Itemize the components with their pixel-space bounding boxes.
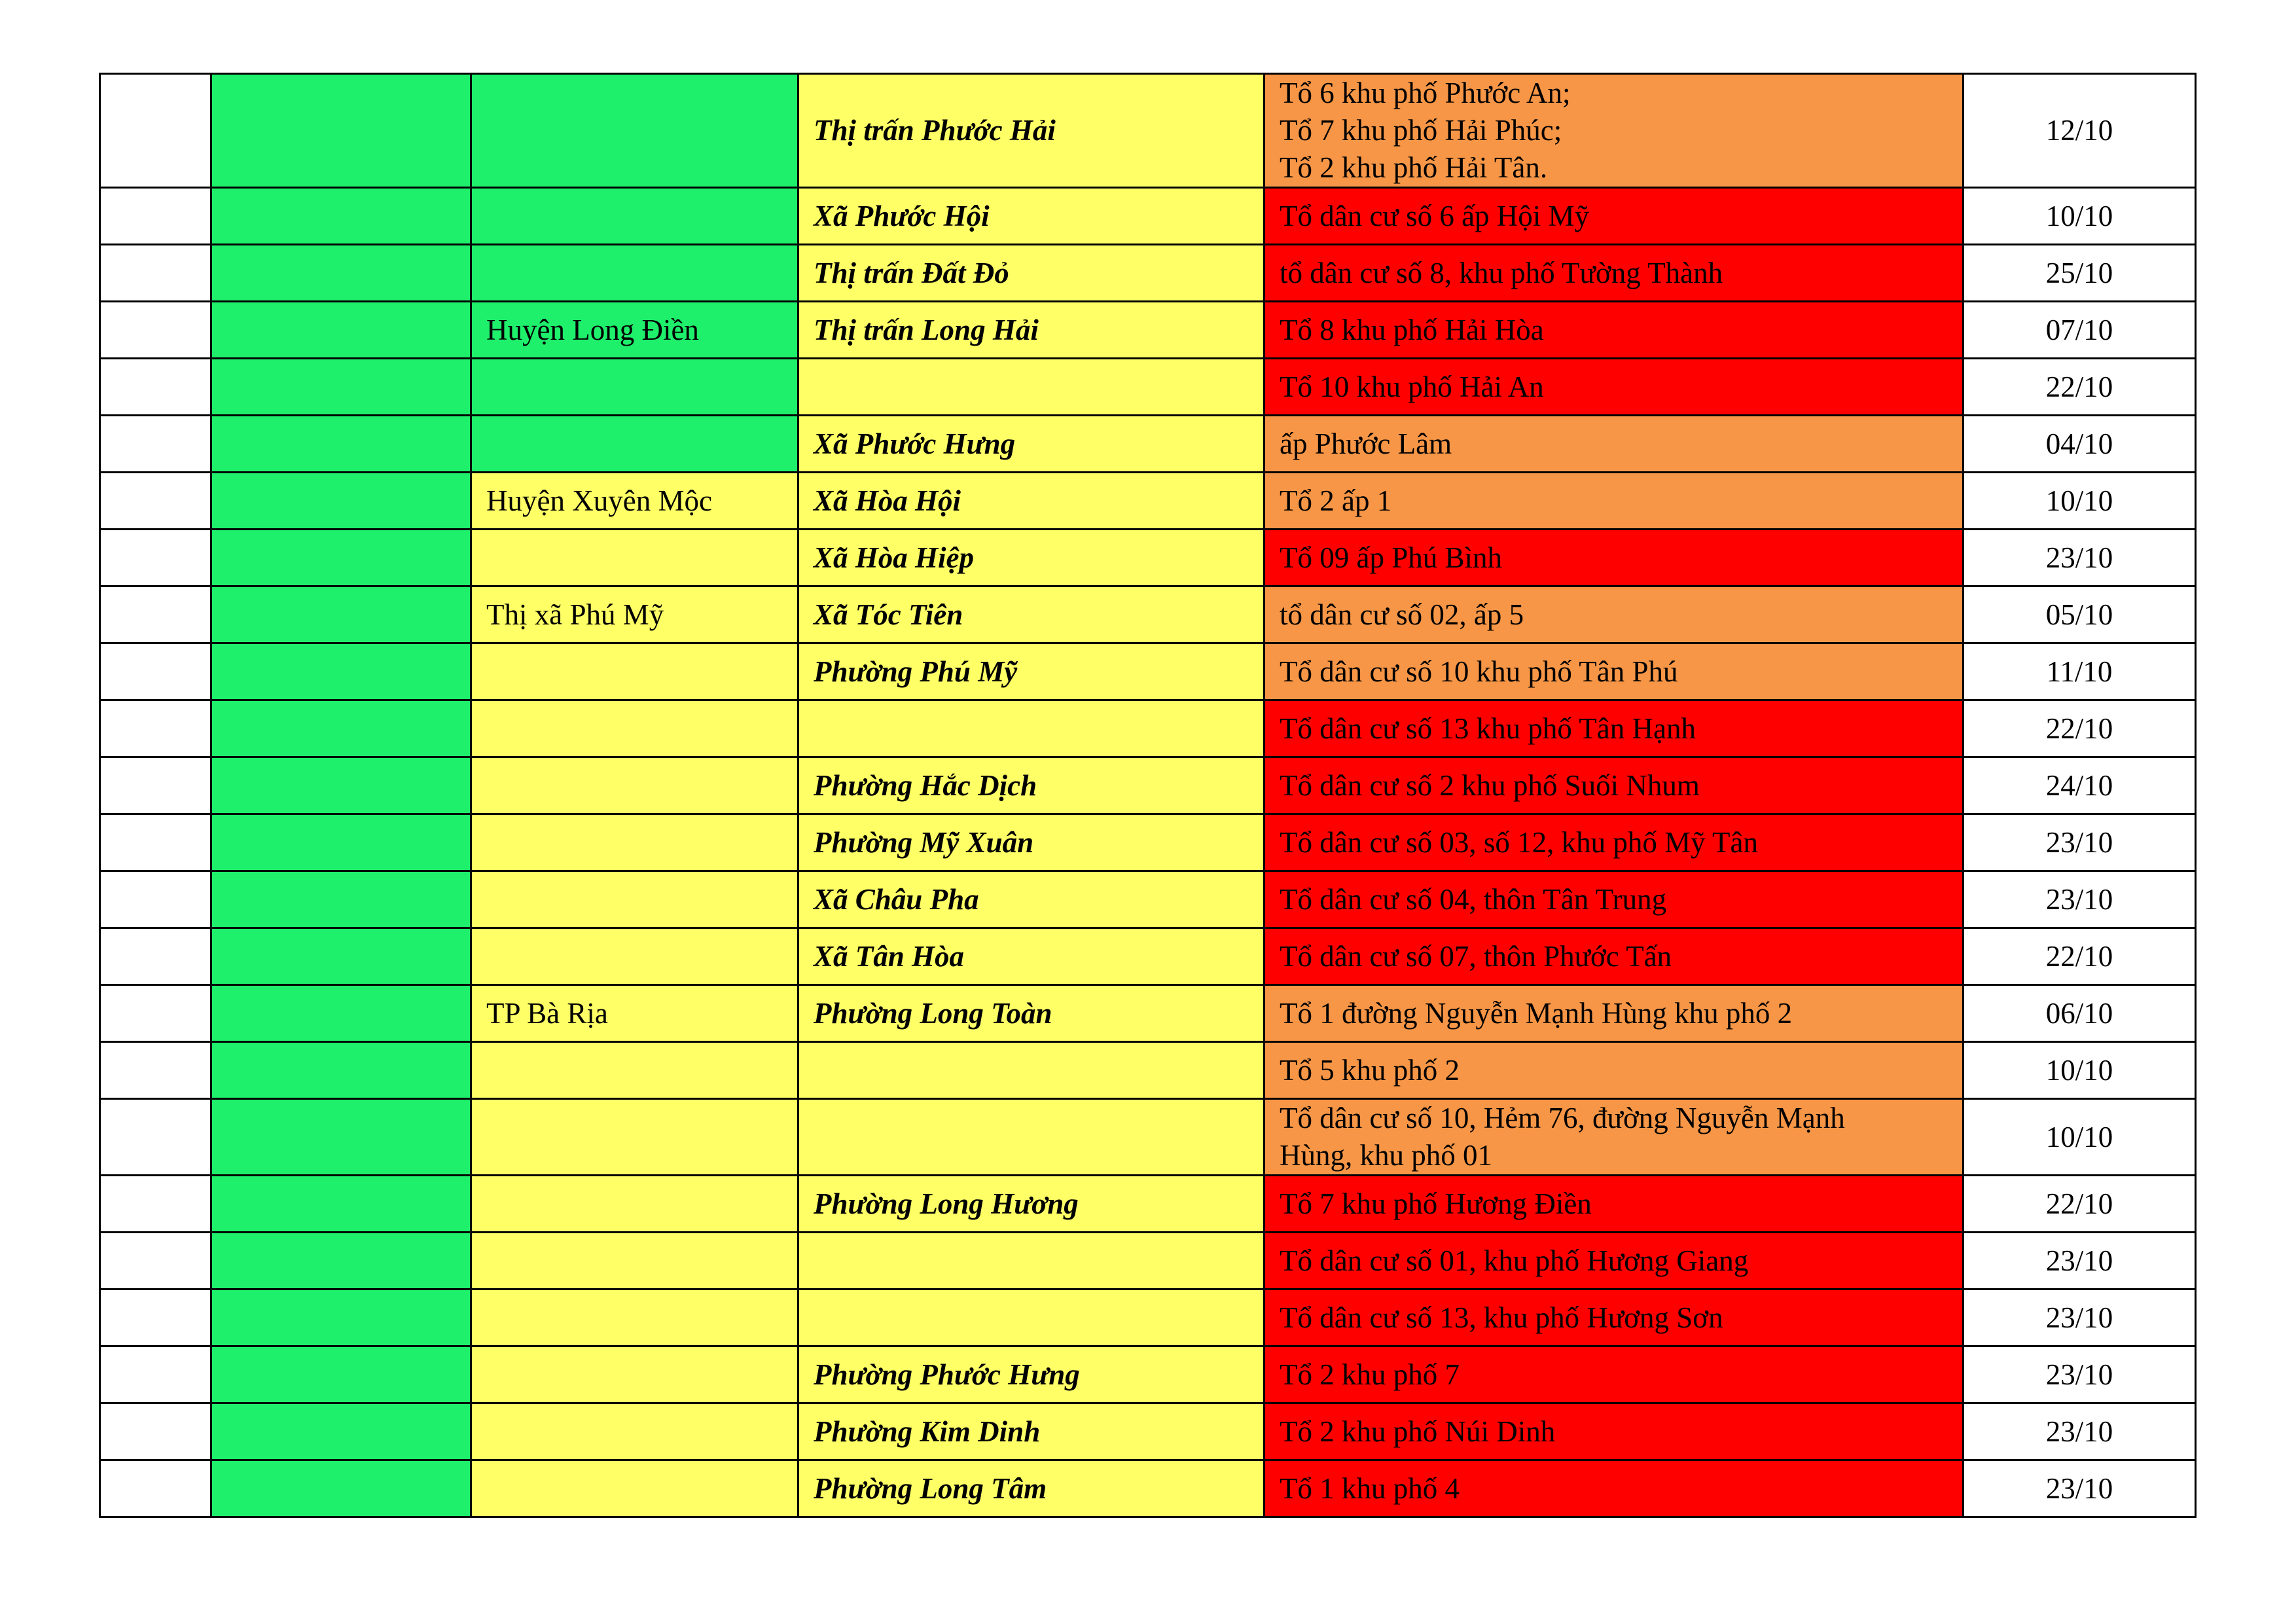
index-cell: [100, 188, 211, 245]
commune-cell: Phường Mỹ Xuân: [798, 814, 1265, 871]
status-cell: [211, 1099, 471, 1176]
district-cell: [471, 188, 798, 245]
commune-cell: Xã Hòa Hiệp: [798, 530, 1265, 586]
location-cell: Tổ 2 khu phố Núi Dinh: [1265, 1403, 1964, 1460]
location-cell: Tổ 5 khu phố 2: [1265, 1042, 1964, 1099]
status-cell: [211, 643, 471, 700]
district-cell: [471, 74, 798, 188]
table-row: [100, 757, 2196, 814]
index-cell: [100, 1460, 211, 1517]
table-row: [100, 1099, 2196, 1176]
district-cell: [471, 1290, 798, 1346]
district-cell: [471, 700, 798, 757]
index-cell: [100, 1099, 211, 1176]
status-cell: [211, 188, 471, 245]
commune-cell: [798, 1233, 1265, 1290]
index-cell: [100, 1403, 211, 1460]
status-cell: [211, 416, 471, 473]
district-cell: [471, 416, 798, 473]
location-cell: ấp Phước Lâm: [1265, 416, 1964, 473]
date-cell: 23/10: [1964, 1403, 2196, 1460]
commune-cell: Xã Phước Hội: [798, 188, 1265, 245]
status-cell: [211, 359, 471, 416]
table-row: [100, 530, 2196, 586]
table-row: [100, 1346, 2196, 1403]
index-cell: [100, 700, 211, 757]
district-cell: [471, 814, 798, 871]
location-cell: Tổ dân cư số 13, khu phố Hương Sơn: [1265, 1290, 1964, 1346]
district-cell: [471, 928, 798, 985]
table-row: [100, 1290, 2196, 1346]
status-cell: [211, 586, 471, 643]
index-cell: [100, 928, 211, 985]
table-row: [100, 302, 2196, 359]
status-cell: [211, 1346, 471, 1403]
date-cell: 23/10: [1964, 871, 2196, 928]
location-cell: Tổ 2 khu phố 7: [1265, 1346, 1964, 1403]
table-row: [100, 1403, 2196, 1460]
table-row: [100, 188, 2196, 245]
location-cell: Tổ 8 khu phố Hải Hòa: [1265, 302, 1964, 359]
district-cell: [471, 1460, 798, 1517]
location-cell: Tổ dân cư số 04, thôn Tân Trung: [1265, 871, 1964, 928]
date-cell: 24/10: [1964, 757, 2196, 814]
table-row: [100, 700, 2196, 757]
status-cell: [211, 1233, 471, 1290]
location-cell: Tổ dân cư số 07, thôn Phước Tấn: [1265, 928, 1964, 985]
status-cell: [211, 1176, 471, 1233]
table-row: [100, 814, 2196, 871]
date-cell: 10/10: [1964, 188, 2196, 245]
index-cell: [100, 1176, 211, 1233]
date-cell: 10/10: [1964, 1099, 2196, 1176]
date-cell: 04/10: [1964, 416, 2196, 473]
location-line: Tổ 2 khu phố Hải Tân.: [1280, 151, 1548, 184]
district-cell: [471, 530, 798, 586]
commune-cell: Xã Tóc Tiên: [798, 586, 1265, 643]
table-row: [100, 245, 2196, 302]
table-row: [100, 643, 2196, 700]
index-cell: [100, 586, 211, 643]
location-cell: Tổ 10 khu phố Hải An: [1265, 359, 1964, 416]
commune-cell: [798, 700, 1265, 757]
district-cell: [471, 1233, 798, 1290]
location-cell: Tổ dân cư số 01, khu phố Hương Giang: [1265, 1233, 1964, 1290]
table-row: [100, 1233, 2196, 1290]
date-cell: 10/10: [1964, 1042, 2196, 1099]
table-row: [100, 871, 2196, 928]
date-cell: 10/10: [1964, 473, 2196, 530]
table-row: [100, 416, 2196, 473]
status-cell: [211, 928, 471, 985]
index-cell: [100, 473, 211, 530]
commune-cell: [798, 1290, 1265, 1346]
district-cell: [471, 1099, 798, 1176]
location-line: Tổ 6 khu phố Phước An;: [1280, 77, 1571, 109]
index-cell: [100, 814, 211, 871]
status-cell: [211, 1403, 471, 1460]
location-cell: [1265, 1099, 1964, 1176]
status-cell: [211, 245, 471, 302]
status-cell: [211, 985, 471, 1042]
district-cell: TP Bà Rịa: [471, 985, 798, 1042]
district-cell: [471, 1346, 798, 1403]
district-cell: Huyện Xuyên Mộc: [471, 473, 798, 530]
index-cell: [100, 1042, 211, 1099]
date-cell: 07/10: [1964, 302, 2196, 359]
date-cell: 11/10: [1964, 643, 2196, 700]
location-cell: Tổ 7 khu phố Hương Điền: [1265, 1176, 1964, 1233]
commune-cell: Xã Tân Hòa: [798, 928, 1265, 985]
district-cell: Thị xã Phú Mỹ: [471, 586, 798, 643]
commune-cell: Phường Phước Hưng: [798, 1346, 1265, 1403]
index-cell: [100, 530, 211, 586]
index-cell: [100, 245, 211, 302]
table-row: [100, 1460, 2196, 1517]
commune-cell: Phường Long Toàn: [798, 985, 1265, 1042]
table-row: [100, 928, 2196, 985]
status-cell: [211, 757, 471, 814]
index-cell: [100, 302, 211, 359]
status-cell: [211, 1042, 471, 1099]
district-cell: [471, 1403, 798, 1460]
date-cell: 05/10: [1964, 586, 2196, 643]
commune-cell: Xã Châu Pha: [798, 871, 1265, 928]
index-cell: [100, 757, 211, 814]
table-row: [100, 586, 2196, 643]
index-cell: [100, 1233, 211, 1290]
location-cell: Tổ 09 ấp Phú Bình: [1265, 530, 1964, 586]
outbreak-area-table: [99, 73, 2197, 1518]
status-cell: [211, 871, 471, 928]
location-cell: Tổ dân cư số 2 khu phố Suối Nhum: [1265, 757, 1964, 814]
date-cell: 22/10: [1964, 928, 2196, 985]
index-cell: [100, 1290, 211, 1346]
date-cell: 23/10: [1964, 1233, 2196, 1290]
index-cell: [100, 643, 211, 700]
district-cell: [471, 757, 798, 814]
index-cell: [100, 1346, 211, 1403]
status-cell: [211, 530, 471, 586]
status-cell: [211, 1460, 471, 1517]
table-row: [100, 74, 2196, 188]
location-cell: Tổ dân cư số 6 ấp Hội Mỹ: [1265, 188, 1964, 245]
commune-cell: Thị trấn Long Hải: [798, 302, 1265, 359]
commune-cell: Xã Phước Hưng: [798, 416, 1265, 473]
index-cell: [100, 985, 211, 1042]
date-cell: 23/10: [1964, 1346, 2196, 1403]
date-cell: 22/10: [1964, 700, 2196, 757]
location-cell: Tổ 2 ấp 1: [1265, 473, 1964, 530]
district-cell: Huyện Long Điền: [471, 302, 798, 359]
commune-cell: [798, 1099, 1265, 1176]
status-cell: [211, 700, 471, 757]
date-cell: 25/10: [1964, 245, 2196, 302]
location-line: Tổ dân cư số 10, Hẻm 76, đường Nguyễn Mạnh: [1280, 1102, 1845, 1134]
index-cell: [100, 416, 211, 473]
status-cell: [211, 473, 471, 530]
commune-cell: [798, 359, 1265, 416]
index-cell: [100, 74, 211, 188]
location-cell: tổ dân cư số 02, ấp 5: [1265, 586, 1964, 643]
district-cell: [471, 871, 798, 928]
commune-cell: Phường Hắc Dịch: [798, 757, 1265, 814]
commune-cell: Phường Phú Mỹ: [798, 643, 1265, 700]
date-cell: 22/10: [1964, 359, 2196, 416]
commune-cell: [798, 1042, 1265, 1099]
location-cell: Tổ 1 đường Nguyễn Mạnh Hùng khu phố 2: [1265, 985, 1964, 1042]
location-cell: tổ dân cư số 8, khu phố Tường Thành: [1265, 245, 1964, 302]
location-cell: Tổ 1 khu phố 4: [1265, 1460, 1964, 1517]
location-cell: [1265, 74, 1964, 188]
location-cell: Tổ dân cư số 03, số 12, khu phố Mỹ Tân: [1265, 814, 1964, 871]
location-cell: Tổ dân cư số 13 khu phố Tân Hạnh: [1265, 700, 1964, 757]
date-cell: 23/10: [1964, 1460, 2196, 1517]
date-cell: 06/10: [1964, 985, 2196, 1042]
date-cell: 22/10: [1964, 1176, 2196, 1233]
status-cell: [211, 74, 471, 188]
commune-cell: Thị trấn Đất Đỏ: [798, 245, 1265, 302]
location-line: Hùng, khu phố 01: [1280, 1139, 1492, 1172]
location-cell: Tổ dân cư số 10 khu phố Tân Phú: [1265, 643, 1964, 700]
table-body: [100, 74, 2196, 1517]
table-row: [100, 473, 2196, 530]
index-cell: [100, 359, 211, 416]
district-cell: [471, 359, 798, 416]
district-cell: [471, 1176, 798, 1233]
table-row: [100, 359, 2196, 416]
table-row: [100, 1176, 2196, 1233]
district-cell: [471, 245, 798, 302]
date-cell: 23/10: [1964, 814, 2196, 871]
index-cell: [100, 871, 211, 928]
district-cell: [471, 643, 798, 700]
commune-cell: Phường Kim Dinh: [798, 1403, 1265, 1460]
status-cell: [211, 302, 471, 359]
table-row: [100, 985, 2196, 1042]
date-cell: 23/10: [1964, 1290, 2196, 1346]
location-line: Tổ 7 khu phố Hải Phúc;: [1280, 114, 1562, 147]
status-cell: [211, 814, 471, 871]
status-cell: [211, 1290, 471, 1346]
date-cell: 12/10: [1964, 74, 2196, 188]
date-cell: 23/10: [1964, 530, 2196, 586]
table-row: [100, 1042, 2196, 1099]
commune-cell: Thị trấn Phước Hải: [798, 74, 1265, 188]
district-cell: [471, 1042, 798, 1099]
commune-cell: Phường Long Hương: [798, 1176, 1265, 1233]
commune-cell: Phường Long Tâm: [798, 1460, 1265, 1517]
commune-cell: Xã Hòa Hội: [798, 473, 1265, 530]
